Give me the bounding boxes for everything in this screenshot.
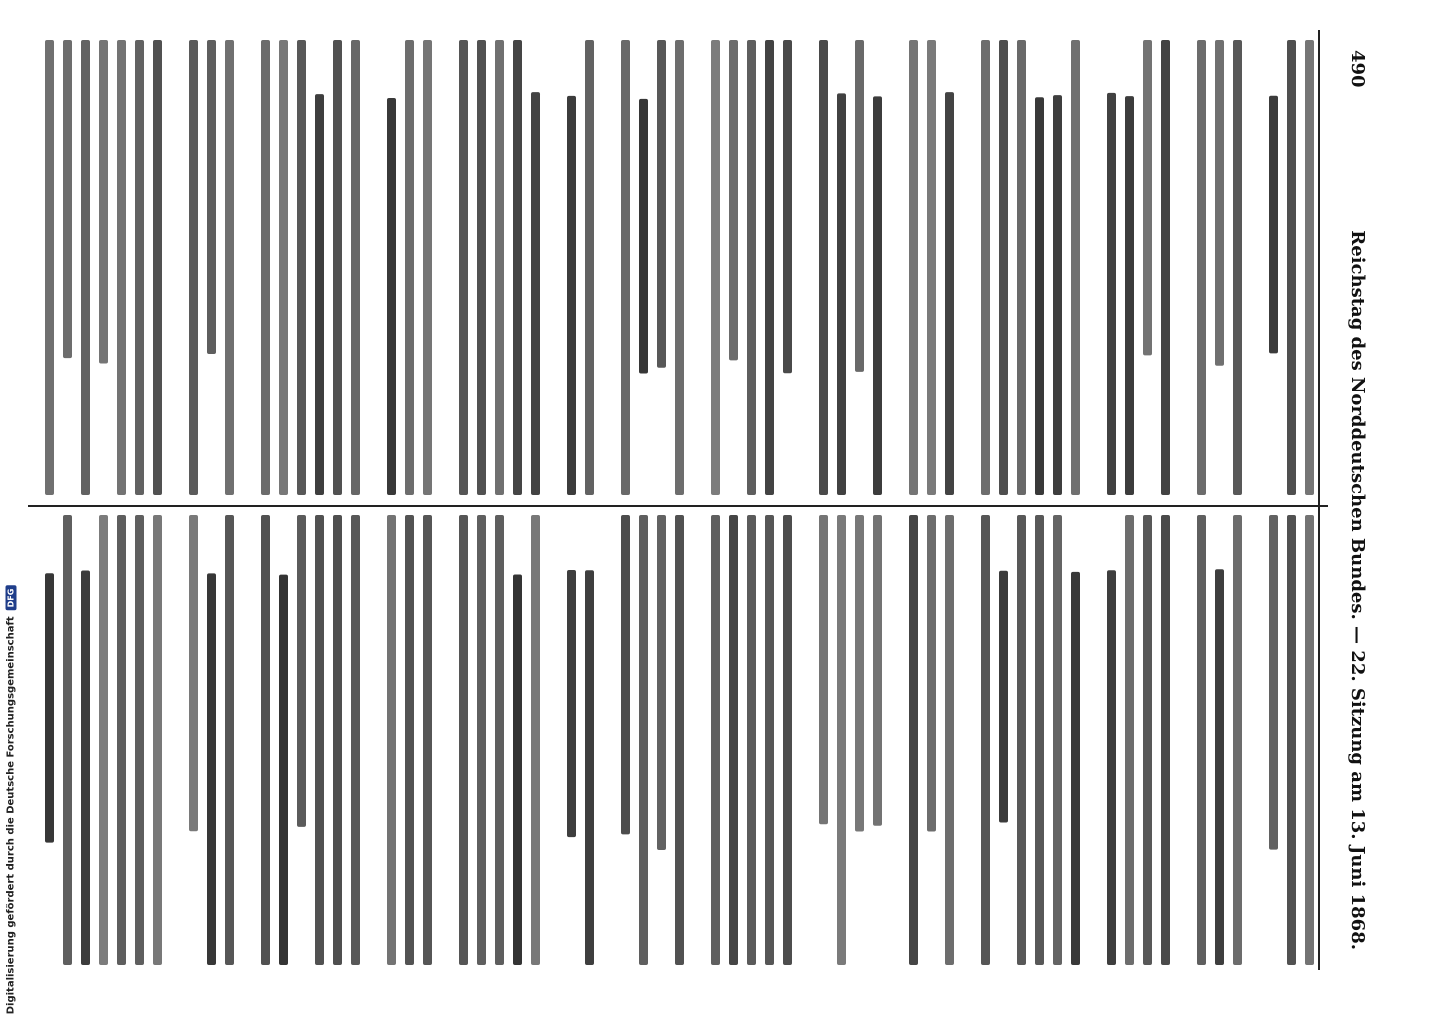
text-line (1143, 40, 1152, 355)
text-line (621, 515, 630, 834)
text-line (1107, 93, 1116, 495)
text-line (207, 40, 216, 354)
dfg-logo-icon: DFG (6, 586, 17, 611)
header-rule (1318, 30, 1320, 970)
text-line (153, 40, 162, 495)
text-line (513, 575, 522, 965)
text-line (81, 40, 90, 495)
text-column-left-bottom (45, 515, 1314, 965)
text-line (63, 515, 72, 965)
text-line (477, 515, 486, 965)
digitization-credit (0, 0, 22, 1014)
text-line (63, 40, 72, 358)
text-line (711, 40, 720, 495)
text-line (261, 515, 270, 965)
text-line (675, 515, 684, 965)
text-line (1125, 96, 1134, 495)
text-line (1017, 40, 1026, 495)
text-line (1215, 40, 1224, 366)
text-line (531, 92, 540, 495)
text-line (1287, 40, 1296, 495)
text-line (711, 515, 720, 965)
text-line (819, 515, 828, 824)
text-line (279, 40, 288, 495)
text-line (639, 515, 648, 965)
text-line (45, 573, 54, 842)
page-number: 490 (1347, 50, 1369, 88)
text-line (459, 515, 468, 965)
text-line (315, 94, 324, 495)
text-line (909, 515, 918, 965)
text-line (495, 40, 504, 495)
text-line (45, 40, 54, 495)
text-line (1143, 515, 1152, 965)
text-line (567, 96, 576, 495)
text-column-left-top (45, 40, 1314, 495)
text-line (1161, 40, 1170, 495)
text-line (873, 96, 882, 495)
text-line (315, 515, 324, 965)
text-line (1215, 569, 1224, 965)
text-line (279, 575, 288, 965)
text-line (1125, 515, 1134, 965)
text-line (387, 98, 396, 495)
text-line (423, 40, 432, 495)
text-line (837, 515, 846, 965)
text-line (225, 40, 234, 495)
running-title: Reichstag des Norddeutschen Bundes. — 22. Sitzung am 13. Juni 1868. (1347, 230, 1369, 950)
text-line (1035, 97, 1044, 495)
text-line (99, 515, 108, 965)
text-line (297, 515, 306, 827)
text-line (1197, 515, 1206, 965)
text-line (981, 515, 990, 965)
text-line (1269, 96, 1278, 354)
text-line (531, 515, 540, 965)
text-line (639, 99, 648, 374)
text-line (1269, 515, 1278, 850)
text-line (585, 570, 594, 965)
text-line (117, 515, 126, 965)
text-line (621, 40, 630, 495)
text-line (477, 40, 486, 495)
text-line (351, 40, 360, 495)
text-line (675, 40, 684, 495)
text-line (657, 40, 666, 368)
text-line (261, 40, 270, 495)
text-line (765, 40, 774, 495)
text-line (225, 515, 234, 965)
text-line (999, 40, 1008, 495)
text-line (1053, 515, 1062, 965)
text-line (153, 515, 162, 965)
text-line (747, 40, 756, 495)
text-line (1071, 40, 1080, 495)
text-line (117, 40, 126, 495)
text-line (945, 92, 954, 495)
text-line (927, 515, 936, 832)
text-line (567, 570, 576, 837)
text-line (981, 40, 990, 495)
text-line (297, 40, 306, 495)
text-line (1035, 515, 1044, 965)
credit-text: Digitalisierung gefördert durch die Deutsche Forschungsgemeinschaft (5, 616, 17, 1014)
text-line (1287, 515, 1296, 965)
text-line (81, 570, 90, 965)
text-line (873, 515, 882, 826)
text-line (657, 515, 666, 850)
text-line (909, 40, 918, 495)
text-line (99, 40, 108, 364)
text-line (1233, 515, 1242, 965)
text-line (189, 515, 198, 831)
text-line (423, 515, 432, 965)
text-line (1107, 570, 1116, 965)
text-line (387, 515, 396, 965)
running-header (1328, 30, 1388, 970)
text-line (837, 93, 846, 495)
text-line (855, 515, 864, 831)
text-line (927, 40, 936, 495)
text-line (1053, 95, 1062, 495)
text-line (765, 515, 774, 965)
text-line (1071, 572, 1080, 965)
text-line (405, 515, 414, 965)
text-line (783, 515, 792, 965)
column-divider (28, 505, 1328, 507)
text-line (513, 40, 522, 495)
text-line (945, 515, 954, 965)
text-line (1233, 40, 1242, 495)
text-line (1161, 515, 1170, 965)
text-line (1017, 515, 1026, 965)
text-line (1305, 515, 1314, 965)
text-line (729, 40, 738, 360)
text-line (495, 515, 504, 965)
text-line (1305, 40, 1314, 495)
text-line (333, 515, 342, 965)
text-line (405, 40, 414, 495)
text-line (459, 40, 468, 495)
text-line (729, 515, 738, 965)
text-line (135, 40, 144, 495)
text-line (207, 573, 216, 965)
text-line (819, 40, 828, 495)
text-line (855, 40, 864, 372)
text-line (1197, 40, 1206, 495)
text-line (333, 40, 342, 495)
text-line (747, 515, 756, 965)
text-line (189, 40, 198, 495)
text-line (585, 40, 594, 495)
text-line (999, 571, 1008, 823)
text-line (351, 515, 360, 965)
text-line (135, 515, 144, 965)
text-line (783, 40, 792, 373)
